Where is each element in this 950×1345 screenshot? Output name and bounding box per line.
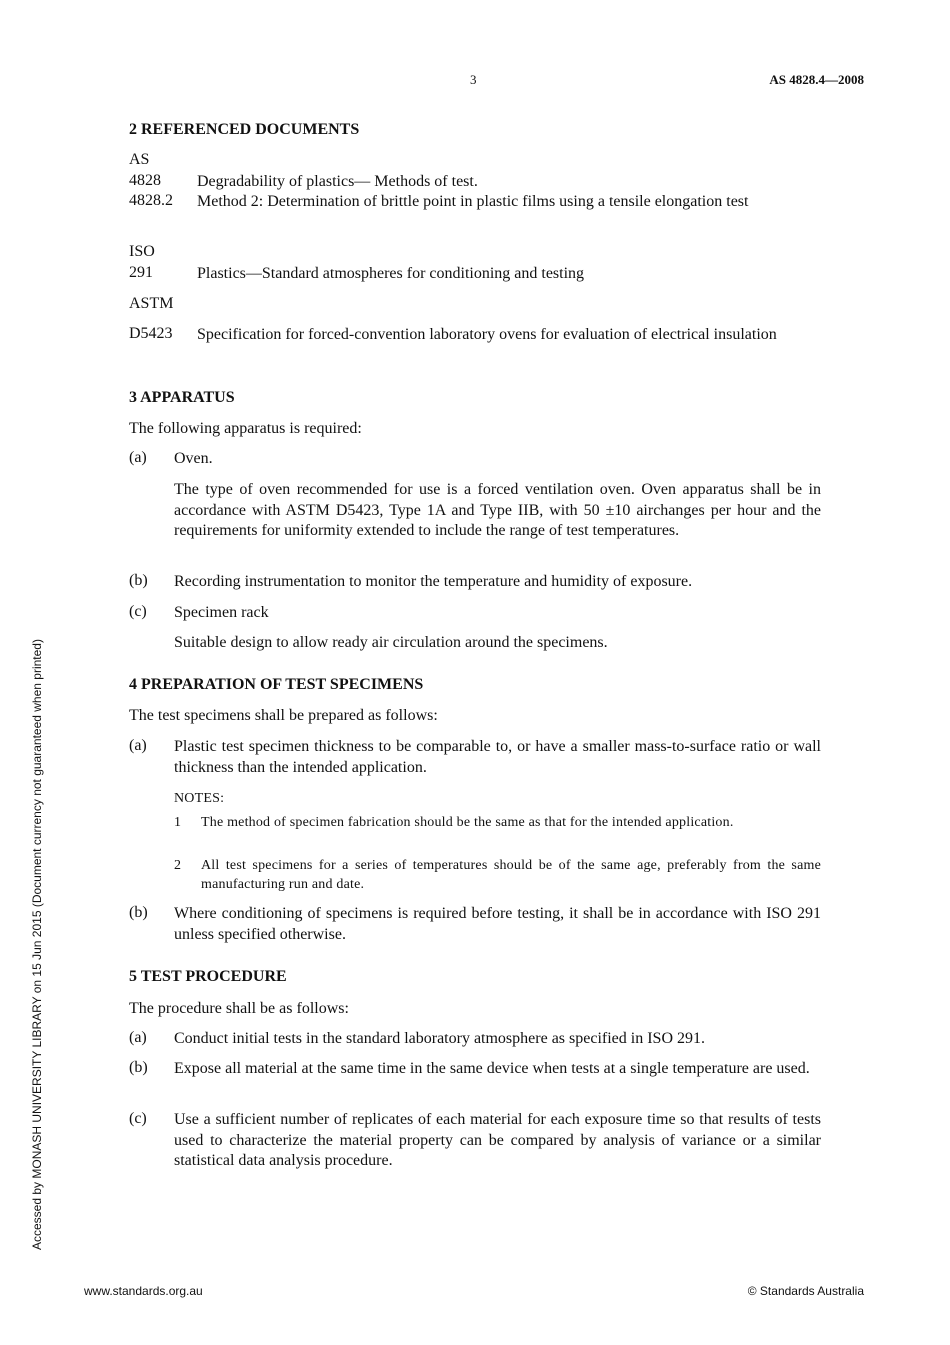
item-text: Specimen rack xyxy=(174,604,269,621)
section-3-heading: 3 APPARATUS xyxy=(129,389,235,406)
item-detail: Suitable design to allow ready air circulation around the specimens. xyxy=(174,634,608,651)
item-label: (c) xyxy=(129,1110,147,1127)
item-label: (b) xyxy=(129,1059,148,1076)
note-text: All test specimens for a series of temperatures should be of the same age, preferably from the same manufacturing run and date. xyxy=(201,858,821,892)
item-text: Use a sufficient number of replicates of each material for each exposure time so that results of tests used to characterize the material property can be compared by analysis of variance or a similar statistical data analysis procedure. xyxy=(174,1111,821,1169)
item-detail: The type of oven recommended for use is a forced ventilation oven. Oven apparatus shall be in accordance with ASTM D5423, Type 1A and Type IIB, with 50 ±10 airchanges per hour and the requirements for uniformity extended to include the range of test temperatures. xyxy=(174,481,821,539)
ref-code: 291 xyxy=(129,264,153,281)
section-5-intro: The procedure shall be as follows: xyxy=(129,1000,349,1017)
note-number: 2 xyxy=(174,858,182,873)
section-5-heading: 5 TEST PROCEDURE xyxy=(129,968,287,985)
item-text: Conduct initial tests in the standard laboratory atmosphere as specified in ISO 291. xyxy=(174,1030,705,1047)
section-3-intro: The following apparatus is required: xyxy=(129,420,362,437)
section-4-heading: 4 PREPARATION OF TEST SPECIMENS xyxy=(129,676,424,693)
ref-title: Specification for forced-convention laboratory ovens for evaluation of electrical insulation xyxy=(197,326,777,343)
footer-copyright: © Standards Australia xyxy=(747,1284,864,1298)
item-label: (b) xyxy=(129,904,148,921)
astm-label: ASTM xyxy=(129,295,174,312)
page-number: 3 xyxy=(470,72,477,87)
item-text: Plastic test specimen thickness to be comparable to, or have a smaller mass-to-surface ratio or wall thickness than the intended application. xyxy=(174,738,821,776)
ref-code: 4828 xyxy=(129,172,161,189)
as-label: AS xyxy=(129,151,150,168)
item-label: (c) xyxy=(129,603,147,620)
standard-id: AS 4828.4—2008 xyxy=(769,72,864,87)
section-4-intro: The test specimens shall be prepared as follows: xyxy=(129,707,438,724)
section-2-heading: 2 REFERENCED DOCUMENTS xyxy=(129,121,360,138)
access-watermark: Accessed by MONASH UNIVERSITY LIBRARY on 15 Jun 2015 (Document currency not guaranteed when printed) xyxy=(30,639,44,1250)
ref-code: 4828.2 xyxy=(129,192,173,209)
item-text: Oven. xyxy=(174,450,213,467)
item-label: (a) xyxy=(129,1029,147,1046)
item-label: (b) xyxy=(129,572,148,589)
item-label: (a) xyxy=(129,737,147,754)
note-number: 1 xyxy=(174,815,182,830)
item-text: Where conditioning of specimens is required before testing, it shall be in accordance with ISO 291 unless specified otherwise. xyxy=(174,905,821,943)
item-text: Recording instrumentation to monitor the temperature and humidity of exposure. xyxy=(174,573,693,590)
footer-website[interactable]: www.standards.org.au xyxy=(84,1284,203,1298)
notes-heading: NOTES: xyxy=(174,791,225,806)
ref-title: Plastics—Standard atmospheres for conditioning and testing xyxy=(197,265,585,282)
note-text: The method of specimen fabrication should be the same as that for the intended application. xyxy=(201,815,734,830)
ref-title: Degradability of plastics— Methods of test. xyxy=(197,173,478,190)
iso-label: ISO xyxy=(129,243,155,260)
ref-title: Method 2: Determination of brittle point in plastic films using a tensile elongation test xyxy=(197,193,749,210)
ref-code: D5423 xyxy=(129,325,173,342)
item-text: Expose all material at the same time in the same device when tests at a single temperature are used. xyxy=(174,1060,810,1077)
item-label: (a) xyxy=(129,449,147,466)
